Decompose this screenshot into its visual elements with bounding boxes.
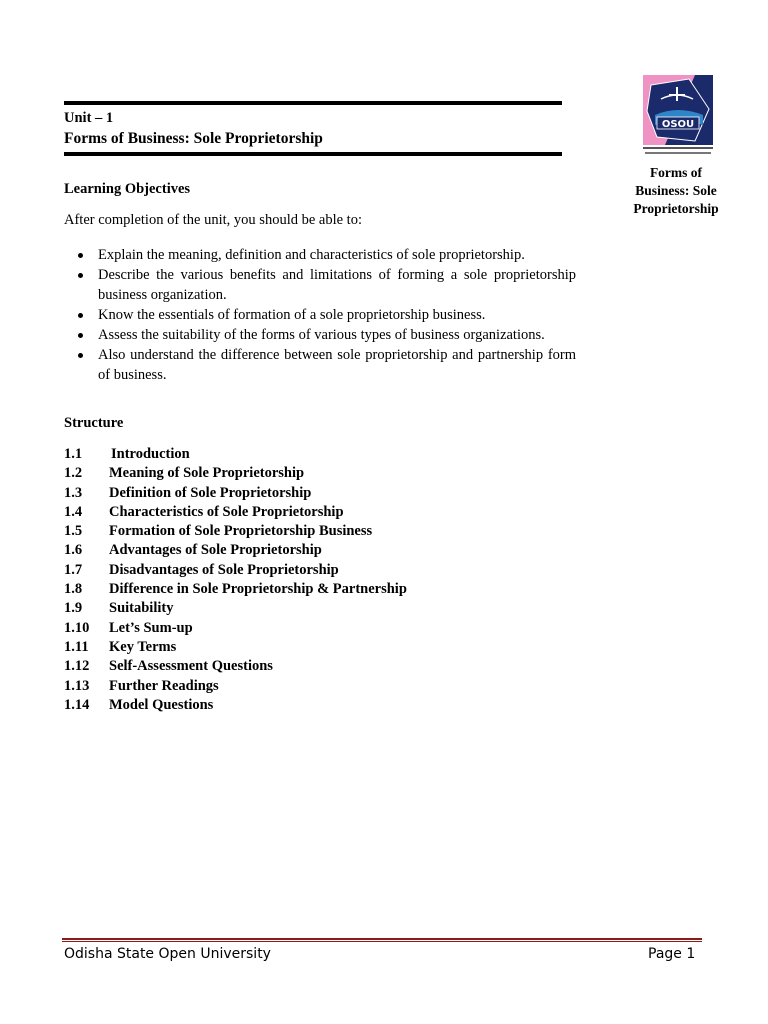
- structure-item: [64, 542, 407, 561]
- structure-item: [64, 581, 407, 600]
- objectives-intro: After completion of the unit, you should be able to:: [64, 212, 362, 228]
- structure-item-number: 1.10: [64, 619, 90, 636]
- structure-item-number: 1.12: [64, 658, 90, 675]
- structure-item: [64, 485, 407, 504]
- unit-title: Forms of Business: Sole Proprietorship: [64, 130, 323, 147]
- structure-item-title: Characteristics of Sole Proprietorship: [109, 503, 344, 520]
- objective-item: Know the essentials of formation of a sole proprietorship business.: [76, 306, 576, 325]
- side-caption-line: Proprietorship: [633, 201, 719, 216]
- structure-item-number: 1.14: [64, 696, 90, 713]
- structure-item-number: 1.9: [64, 600, 83, 617]
- structure-item: [64, 523, 407, 542]
- structure-item: [64, 678, 407, 697]
- structure-item: [64, 446, 407, 465]
- structure-item-number: 1.1: [64, 446, 83, 462]
- structure-item: [64, 600, 407, 619]
- objective-item: Also understand the difference between sole proprietorship and partnership form of business.: [76, 346, 576, 385]
- structure-item-number: 1.8: [64, 581, 83, 598]
- structure-item: [64, 465, 407, 484]
- structure-item: [64, 658, 407, 677]
- structure-item-title: Definition of Sole Proprietorship: [109, 484, 312, 501]
- structure-item: [64, 562, 407, 581]
- structure-item-title: Suitability: [109, 600, 174, 617]
- structure-item-title: Key Terms: [109, 638, 177, 655]
- objective-item: Explain the meaning, definition and characteristics of sole proprietorship.: [76, 246, 576, 265]
- structure-heading: Structure: [64, 415, 124, 431]
- footer-university: Odisha State Open University: [64, 946, 271, 962]
- side-caption-line: Forms of: [649, 165, 703, 180]
- osou-emblem-icon: [643, 75, 713, 145]
- structure-item-title: Let’s Sum-up: [109, 619, 193, 636]
- university-logo: [643, 75, 713, 145]
- structure-item-number: 1.11: [64, 638, 89, 655]
- structure-item-title: Difference in Sole Proprietorship & Partnership: [109, 581, 407, 598]
- structure-item-title: Self-Assessment Questions: [109, 658, 273, 675]
- structure-item-number: 1.6: [64, 542, 83, 559]
- objective-item: Assess the suitability of the forms of various types of business organizations.: [76, 326, 576, 345]
- structure-item-title: Formation of Sole Proprietorship Business: [109, 523, 373, 540]
- footer-rule-bottom: [62, 941, 702, 942]
- header-bottom-rule: [64, 152, 562, 156]
- structure-item-number: 1.13: [64, 677, 90, 694]
- objective-item: Describe the various benefits and limitations of forming a sole proprietorship business organization.: [76, 266, 576, 305]
- structure-item-title: Disadvantages of Sole Proprietorship: [109, 561, 339, 578]
- structure-item-number: 1.3: [64, 484, 83, 501]
- side-caption: [626, 164, 726, 218]
- structure-item-number: 1.2: [64, 465, 83, 482]
- structure-item-title: Model Questions: [109, 696, 214, 713]
- header-top-rule: [64, 101, 562, 105]
- structure-item-title: Introduction: [111, 446, 190, 462]
- structure-item: [64, 620, 407, 639]
- structure-item-number: 1.5: [64, 523, 83, 540]
- logo-text: OSOU: [661, 119, 695, 130]
- footer-page-number: Page 1: [648, 946, 696, 962]
- structure-item-title: Advantages of Sole Proprietorship: [109, 542, 322, 559]
- footer-rule-top: [62, 938, 702, 940]
- structure-item-number: 1.4: [64, 503, 83, 520]
- objectives-list: [76, 246, 576, 386]
- structure-item-title: Meaning of Sole Proprietorship: [109, 465, 305, 482]
- structure-item: [64, 504, 407, 523]
- unit-label: Unit – 1: [64, 110, 114, 126]
- structure-item: [64, 639, 407, 658]
- structure-item-number: 1.7: [64, 561, 83, 578]
- structure-item-title: Further Readings: [109, 677, 219, 694]
- structure-item: [64, 697, 407, 716]
- logo-caption-script-icon: [641, 146, 715, 158]
- structure-list: [64, 446, 407, 716]
- side-caption-line: Business: Sole: [635, 183, 717, 198]
- learning-objectives-heading: Learning Objectives: [64, 181, 191, 197]
